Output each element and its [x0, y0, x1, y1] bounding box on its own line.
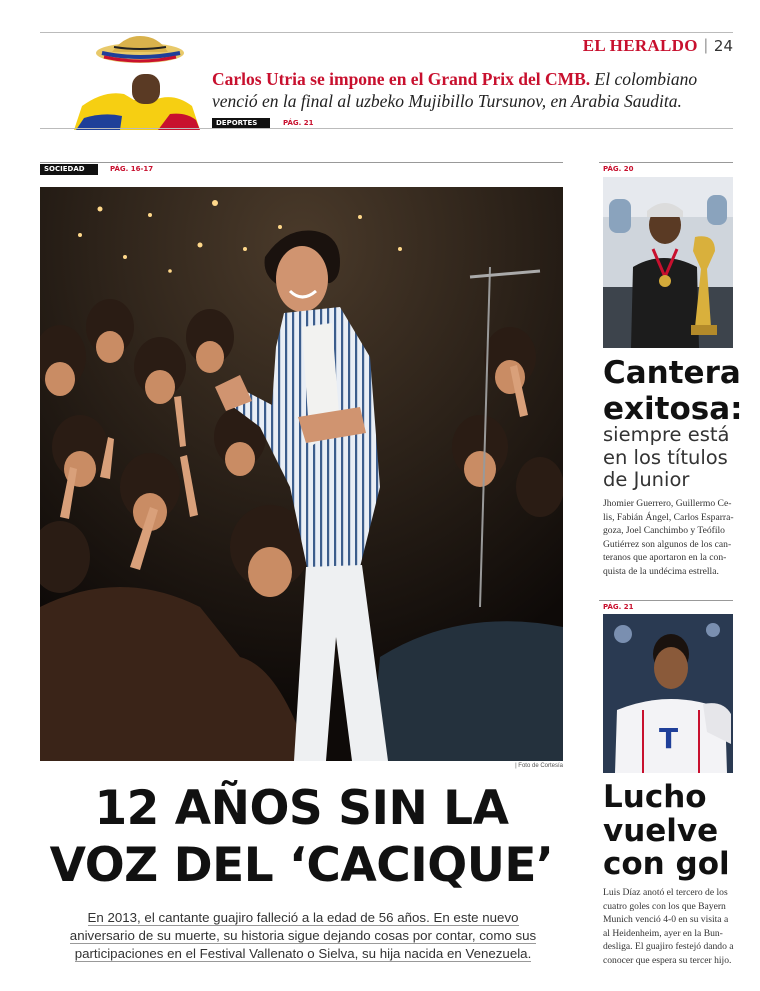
- page-number: 24: [713, 37, 733, 55]
- side-2-body-line-4: al Heidenheim, ayer en la Bun-: [603, 927, 723, 939]
- side-1-headline-line-2: exitosa:: [603, 391, 743, 427]
- side-2-body-line-6: conocer que espera su tercer hijo.: [603, 954, 732, 966]
- side-1-sub-line-2: en los títulos: [603, 445, 728, 469]
- deck-line-3: participaciones en el Festival Vallenato o Sielva, su hija nacida en Venezuela.: [74, 946, 532, 961]
- trophy-player-photo[interactable]: [603, 177, 733, 348]
- side-2-headline-line-3: con gol: [603, 846, 730, 882]
- side-1-body-line-4: Gutiérrez son algunos de los can-: [603, 538, 732, 550]
- brand-name[interactable]: EL HERALDO: [582, 36, 698, 55]
- footballer-photo[interactable]: [603, 614, 733, 773]
- side-2-body-line-3: Munich venció 4-0 en su visita a: [603, 914, 729, 925]
- side-1-sub-line-1: siempre está: [603, 423, 730, 446]
- teaser-page-ref[interactable]: PÁG. 21: [283, 119, 314, 127]
- teaser-headline: Carlos Utria se impone en el Grand Prix del CMB.: [212, 69, 591, 89]
- side-story-2-page-ref[interactable]: PÁG. 21: [603, 603, 634, 611]
- svg-text:T: T: [659, 722, 679, 755]
- side-2-body-line-2: cuatro goles con los que Bayern: [603, 900, 726, 912]
- photo-credit: | Foto de Cortesía: [515, 763, 563, 769]
- headline-line-1: 12 AÑOS SIN LA: [94, 781, 509, 836]
- singer-concert-photo[interactable]: [40, 187, 563, 761]
- side-1-body-line-3: goza, Joel Canchimbo y Teófilo: [603, 525, 725, 536]
- main-headline[interactable]: [40, 780, 563, 894]
- side-story-2-headline[interactable]: [603, 781, 730, 882]
- side-1-body-line-5: teranos que aportaron en la con-: [603, 552, 727, 563]
- side-story-2-divider: [599, 600, 733, 601]
- masthead: [583, 36, 733, 56]
- main-page-ref[interactable]: PÁG. 16-17: [110, 165, 154, 173]
- side-story-1-headline[interactable]: [603, 355, 743, 427]
- main-section-divider: [40, 162, 563, 163]
- side-story-1-divider: [599, 162, 733, 163]
- deck-line-1: En 2013, el cantante guajiro falleció a la edad de 56 años. En este nuevo: [87, 910, 519, 925]
- main-deck: [44, 909, 562, 963]
- boxer-photo[interactable]: [74, 34, 204, 130]
- side-1-sub-line-3: de Junior: [603, 468, 690, 491]
- top-teaser[interactable]: [212, 68, 737, 112]
- side-2-headline-line-2: vuelve: [603, 812, 719, 849]
- side-2-body-line-5: desliga. El guajiro festejó dando a: [603, 941, 734, 952]
- teaser-subtext: El colombiano venció en la final al uzbeko Mujibillo Tursunov, en Arabia Saudita.: [212, 69, 698, 111]
- teaser-section-tag[interactable]: DEPORTES: [212, 118, 270, 129]
- side-2-body-line-1: Luis Díaz anotó el tercero de los: [603, 887, 728, 898]
- deck-line-2: aniversario de su muerte, su historia sigue dejando cosas por contar, como sus: [69, 928, 537, 943]
- side-story-2-body: [603, 886, 737, 967]
- side-1-body-line-1: Jhomier Guerrero, Guillermo Ce-: [603, 498, 732, 509]
- side-1-headline-line-1: Cantera: [603, 355, 741, 391]
- headline-line-2: VOZ DEL ‘CACIQUE’: [49, 838, 554, 893]
- side-story-1-subheadline: [603, 424, 729, 492]
- main-section-tag[interactable]: SOCIEDAD: [40, 164, 98, 175]
- masthead-separator: |: [703, 37, 708, 54]
- side-1-body-line-6: quista de la undécima estrella.: [603, 565, 719, 577]
- side-story-1-page-ref[interactable]: PÁG. 20: [603, 165, 634, 173]
- banner-divider: [40, 128, 733, 129]
- side-2-headline-line-1: Lucho: [603, 779, 707, 815]
- top-divider: [40, 32, 733, 33]
- side-1-body-line-2: lis, Fabián Ángel, Carlos Esparra-: [603, 511, 734, 523]
- side-story-1-body: [603, 497, 737, 578]
